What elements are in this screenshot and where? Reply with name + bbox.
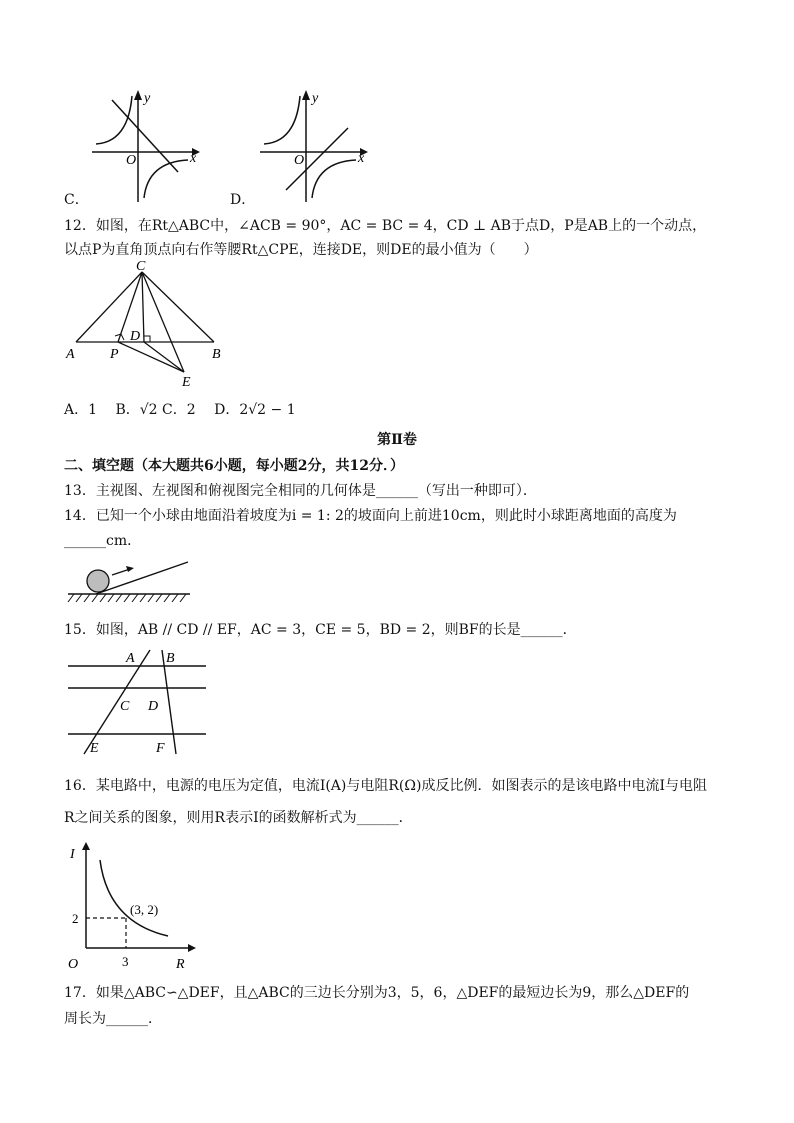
q12-label-p: P [110, 347, 119, 362]
q15-label-f: F [156, 741, 165, 756]
q12-label-b: B [212, 347, 221, 362]
q16-point-label: (3, 2) [130, 902, 159, 917]
section-title: 第Ⅱ卷 [377, 432, 417, 448]
q16-tick-y: 2 [72, 911, 79, 926]
q16-axis-i: I [70, 847, 75, 862]
ball-icon [87, 570, 109, 592]
q12-line2: 以点P为直角顶点向右作等腰Rt△CPE，连接DE，则DE的最小值为（ ） [64, 242, 538, 258]
c-origin: O [126, 153, 137, 168]
q12-label-c: C [136, 259, 146, 274]
d-origin: O [294, 153, 305, 168]
q15-label-d: D [148, 699, 159, 714]
q16-line2: R之间关系的图象，则用R表示I的函数解析式为______． [64, 810, 413, 826]
q12-label-a: A [66, 347, 75, 362]
graph-option-c [88, 86, 208, 206]
c-axis-y: y [144, 91, 151, 106]
q11-option-d: D． [230, 192, 256, 208]
d-axis-y: y [312, 91, 319, 106]
q15-text: 15．如图，AB // CD // EF，AC = 3，CE = 5，BD = 2，则BF的长是______． [64, 622, 577, 638]
q12-label-e: E [182, 375, 191, 390]
q16-graph [64, 838, 204, 973]
q14-slope-figure [66, 560, 196, 610]
q12-options: A．1 B．√2 C．2 D．2√2 − 1 [64, 402, 296, 418]
q17-line1: 17．如果△ABC∽△DEF，且△ABC的三边长分别为3，5，6，△DEF的最短边长为9，那么△DEF的 [64, 985, 690, 1001]
q11-option-c: C． [64, 192, 89, 208]
d-axis-x: x [358, 151, 365, 166]
q12-label-d: D [130, 329, 141, 344]
q14-line2: ______cm． [64, 533, 142, 549]
q16-axis-r: R [176, 957, 185, 972]
q15-label-a: A [126, 651, 135, 666]
q17-line2: 周长为______． [64, 1011, 162, 1027]
c-axis-x: x [190, 151, 197, 166]
q14-line1: 14．已知一个小球由地面沿着坡度为i = 1: 2的坡面向上前进10cm，则此时小球距离地面的高度为 [64, 508, 677, 524]
q15-parallel-figure [64, 648, 214, 758]
q12-line1: 12．如图，在Rt△ABC中，∠ACB = 90°，AC = BC = 4，CD ⊥ AB于点D，P是AB上的一个动点， [64, 218, 707, 234]
graph-option-d [256, 86, 376, 206]
q15-label-e: E [90, 741, 99, 756]
q12-triangle-figure [64, 258, 234, 388]
q16-origin: O [68, 957, 79, 972]
q15-label-b: B [166, 651, 175, 666]
q16-tick-x: 3 [122, 954, 129, 969]
section-heading: 二、填空题（本大题共6小题，每小题2分，共12分．） [64, 458, 404, 474]
q15-label-c: C [120, 699, 130, 714]
q16-line1: 16．某电路中，电源的电压为定值，电流I(A)与电阻R(Ω)成反比例．如图表示的是该电路中电流I与电阻 [64, 778, 707, 794]
q13-text: 13．主视图、左视图和俯视图完全相同的几何体是______（写出一种即可）． [64, 483, 537, 499]
